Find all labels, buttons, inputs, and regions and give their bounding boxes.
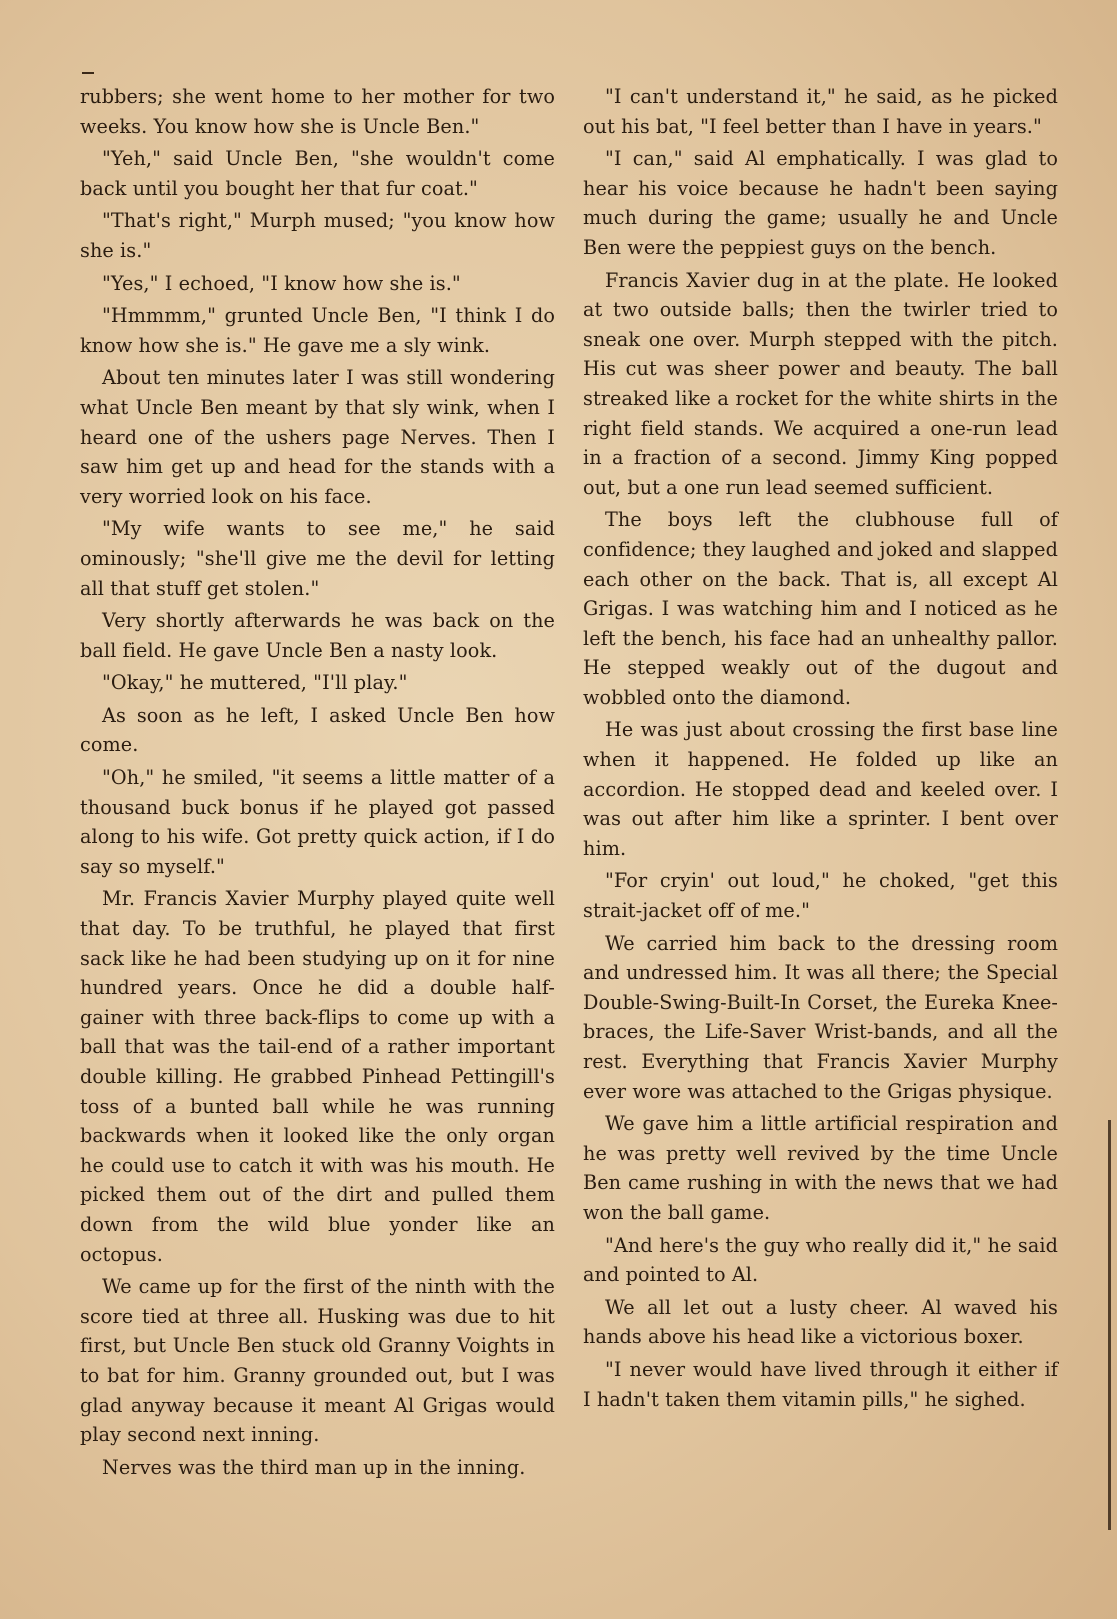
paragraph: Francis Xavier dug in at the plate. He looked at two outside balls; then the twirler tried to sneak one over. Murph stepped with the pitch. His cut was sheer power and beauty. The ball streaked like a rocket for the white shirts in the right field stands. We acquired a one-run lead in a fraction of a second. Jimmy King popped out, but a one run lead seemed sufficient. xyxy=(583,268,1058,499)
paragraph: Very shortly afterwards he was back on the ball field. He gave Uncle Ben a nasty look. xyxy=(80,609,555,662)
paragraph: Nerves was the third man up in the inning. xyxy=(102,1455,526,1479)
paragraph: "Oh," he smiled, "it seems a little matter of a thousand buck bonus if he played got passed along to his wife. Got pretty quick action, if I do say so myself." xyxy=(80,766,555,878)
paragraph: "For cryin' out loud," he choked, "get this strait-jacket off of me." xyxy=(583,869,1058,923)
paragraph: "Yes," I echoed, "I know how she is." xyxy=(102,271,461,295)
print-mark xyxy=(82,72,94,74)
paragraph: We gave him a little artificial respiration and he was pretty well revived by the time Uncle Ben came rushing in with the news that we had won the ball game. xyxy=(583,1112,1058,1224)
paragraph: "And here's the guy who really did it," he said and pointed to Al. xyxy=(583,1233,1058,1287)
paragraph: We carried him back to the dressing room and undressed him. It was all there; the Special Double-Swing-Built-In Corset, the Eureka Knee-braces, the Life-Saver Wrist-bands, and all the rest. Everything that Francis Xavier Murphy ever wore was attached to the Grigas physique. xyxy=(583,931,1058,1103)
paragraph: "That's right," Murph mused; "you know how she is." xyxy=(80,209,555,262)
paragraph: We came up for the first of the ninth with the score tied at three all. Husking was due to hit first, but Uncle Ben stuck old Granny Voights in to bat for him. Granny grounded out, but I was glad anyway because it meant Al Grigas would play second next inning. xyxy=(80,1275,555,1447)
paragraph: We all let out a lusty cheer. Al waved his hands above his head like a victorious boxer. xyxy=(583,1295,1058,1349)
paragraph: The boys left the clubhouse full of confidence; they laughed and joked and slapped each other on the back. That is, all except Al Grigas. I was watching him and I noticed as he left the bench, his face had an unhealthy pallor. He stepped weakly out of the dugout and wobbled onto the diamond. xyxy=(583,508,1058,709)
paragraph: "I never would have lived through it either if I hadn't taken them vitamin pills," he sighed. xyxy=(583,1357,1058,1411)
paragraph: "I can't understand it," he said, as he picked out his bat, "I feel better than I have in years." xyxy=(583,85,1058,138)
paragraph: rubbers; she went home to her mother for two weeks. You know how she is Uncle Ben." xyxy=(80,85,555,138)
left-text-column xyxy=(80,82,555,1485)
paragraph: "I can," said Al emphatically. I was glad to hear his voice because he hadn't been saying much during the game; usually he and Uncle Ben were the peppiest guys on the bench. xyxy=(583,147,1058,259)
paragraph: He was just about crossing the first base line when it happened. He folded up like an accordion. He stopped dead and keeled over. I was out after him like a sprinter. I bent over him. xyxy=(583,718,1058,860)
paragraph: "Hmmmm," grunted Uncle Ben, "I think I do know how she is." He gave me a sly wink. xyxy=(80,304,555,357)
paragraph: About ten minutes later I was still wondering what Uncle Ben meant by that sly wink, when I heard one of the ushers page Nerves. Then I saw him get up and head for the stands with a very worried look on his face. xyxy=(80,366,555,508)
paragraph: Mr. Francis Xavier Murphy played quite well that day. To be truthful, he played that first sack like he had been studying up on it for nine hundred years. Once he did a double half-gainer with three back-flips to come up with a ball that was the tail-end of a rather important double killing. He grabbed Pinhead Pettingill's toss of a bunted ball while he was running backwards when it looked like the only organ he could use to catch it with was his mouth. He picked them out of the dirt and pulled them down from the wild blue yonder like an octopus. xyxy=(80,887,555,1266)
paragraph: "Yeh," said Uncle Ben, "she wouldn't come back until you bought her that fur coat." xyxy=(80,147,555,200)
paragraph: "My wife wants to see me," he said ominously; "she'll give me the devil for letting all that stuff get stolen." xyxy=(80,517,555,600)
paragraph: "Okay," he muttered, "I'll play." xyxy=(102,671,408,695)
page-edge-shadow xyxy=(1108,1120,1111,1530)
right-text-column xyxy=(583,82,1058,1417)
paragraph: As soon as he left, I asked Uncle Ben how come. xyxy=(80,703,555,757)
